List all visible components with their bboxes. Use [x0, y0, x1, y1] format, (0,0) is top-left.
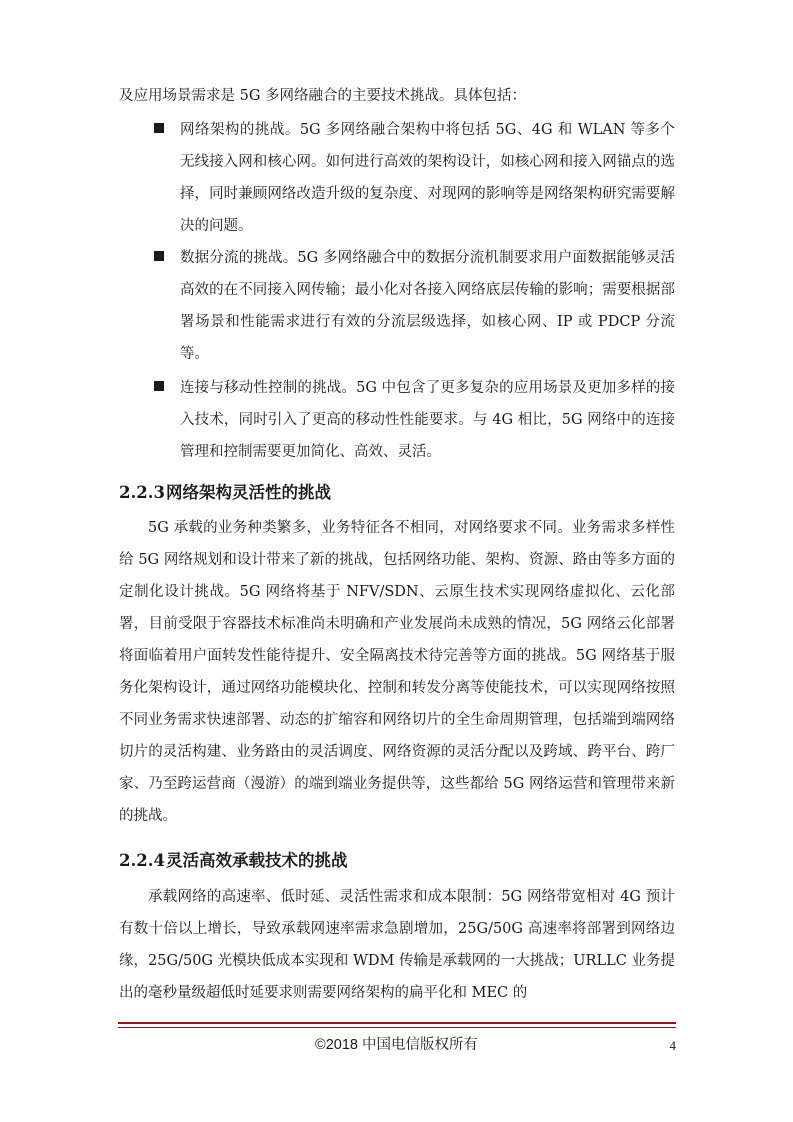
section-title: 灵活高效承载技术的挑战 — [166, 851, 348, 870]
bullet-item-data-offload: 数据分流的挑战。5G 多网络融合中的数据分流机制要求用户面数据能够灵活高效的在不同接入网传输；最小化对各接入网络底层传输的影响；需要根据部署场景和性能需求进行有效的分流层级选择，如核心网、IP 或 PDCP 分流等。 — [180, 250, 675, 362]
section-body-2-2-4: 承载网络的高速率、低时延、灵活性需求和成本限制：5G 网络带宽相对 4G 预计有数十倍以上增长，导致承载网速率需求急剧增加，25G/50G 高速率将部署到网络边缘，25G/50G 光模块低成本实现和 WDM 传输是承载网的一大挑战；URLLC 业务提出的毫秒量级超低时延要求则需要网络架构的扁平化和 MEC 的 — [119, 889, 675, 1001]
footer-rule-thin — [118, 1027, 676, 1028]
bullet-item-mobility: 连接与移动性控制的挑战。5G 中包含了更多复杂的应用场景及更加多样的接入技术，同时引入了更高的移动性性能要求。与 4G 相比，5G 网络中的连接管理和控制需要更加简化、高效、灵活。 — [180, 380, 675, 460]
section-number: 2.2.4 — [119, 851, 165, 870]
bullet-marker — [153, 114, 169, 144]
footer-rule — [118, 1022, 676, 1024]
section-body-2-2-3: 5G 承载的业务种类繁多，业务特征各不相同，对网络要求不同。业务需求多样性给 5G 网络规划和设计带来了新的挑战，包括网络功能、架构、资源、路由等多方面的定制化设计挑战。5G 网络将基于 NFV/SDN、云原生技术实现网络虚拟化、云化部署，目前受限于容器技术标准尚未明确和产业发展尚未成熟的情况，5G 网络云化部署将面临着用户面转发性能待提升、安全隔离技术待完善等方面的挑战。5G 网络基于服务化架构设计，通过网络功能模块化、控制和转发分离等使能技术，可以实现网络按照不同业务需求快速部署、动态的扩缩容和网络切片的全生命周期管理，包括端到端网络切片的灵活构建、业务路由的灵活调度、网络资源的灵活分配以及跨域、跨平台、跨厂家、乃至跨运营商（漫游）的端到端业务提供等，这些都给 5G 网络运营和管理带来新的挑战。 — [119, 520, 675, 824]
section-title: 网络架构灵活性的挑战 — [166, 483, 331, 502]
footer-copyright: ©2018 中国电信版权所有 — [315, 1037, 478, 1053]
page-number: 4 — [669, 1038, 676, 1053]
bullet-marker — [153, 372, 169, 402]
section-heading-2-2-3 — [119, 480, 331, 506]
bullet-marker — [153, 242, 169, 272]
section-heading-2-2-4 — [119, 848, 348, 874]
bullet-item-architecture: 网络架构的挑战。5G 多网络融合架构中将包括 5G、4G 和 WLAN 等多个无线接入网和核心网。如何进行高效的架构设计，如核心网和接入网锚点的选择，同时兼顾网络改造升级的复杂度、对现网的影响等是网络架构研究需要解决的问题。 — [180, 122, 675, 234]
section-number: 2.2.3 — [119, 483, 165, 502]
intro-paragraph: 及应用场景需求是 5G 多网络融合的主要技术挑战。具体包括： — [119, 88, 527, 104]
